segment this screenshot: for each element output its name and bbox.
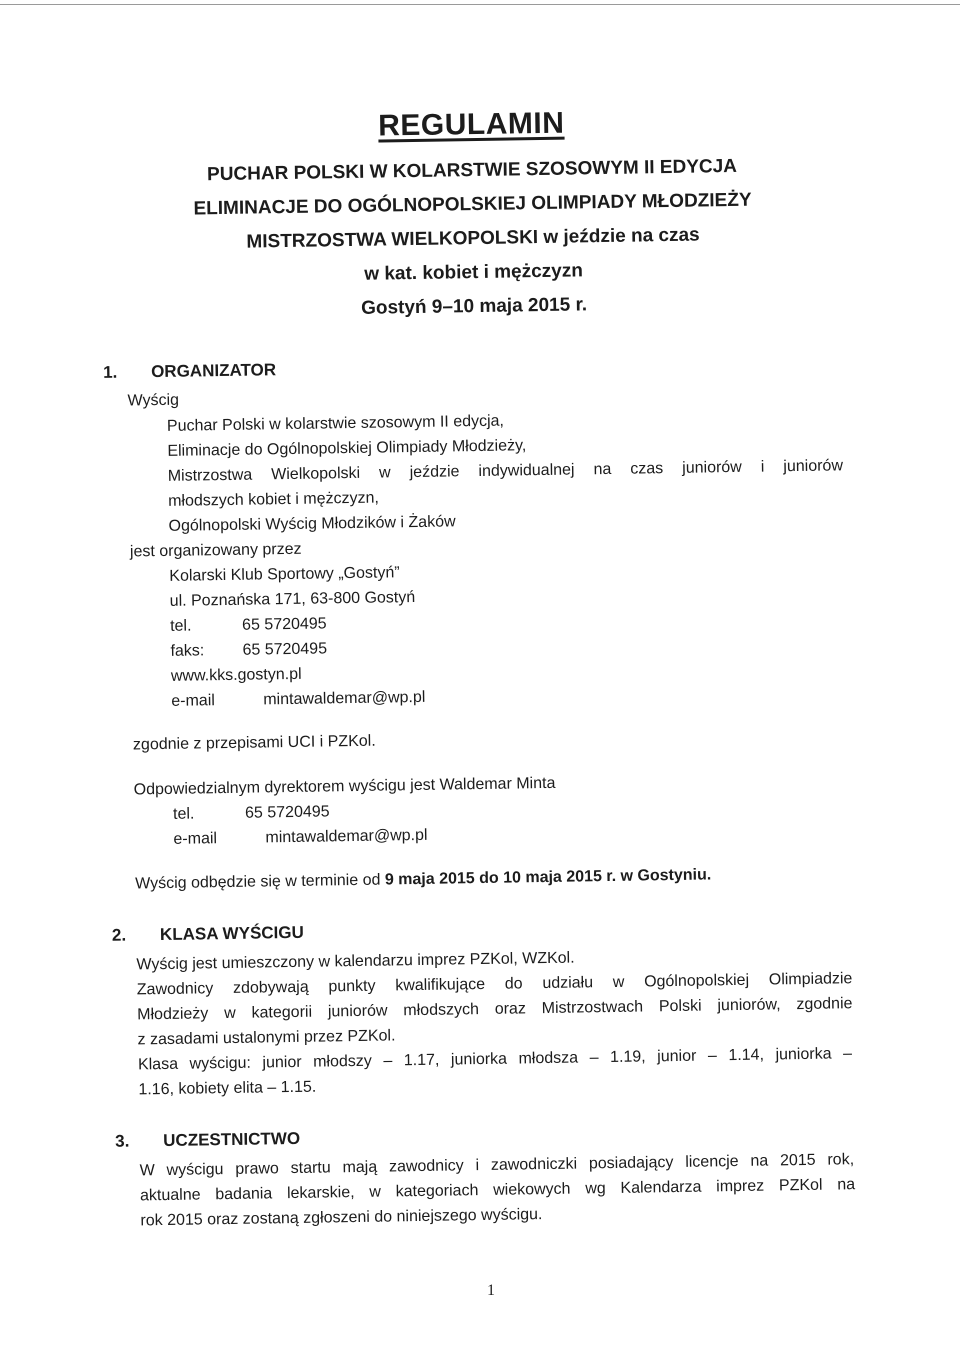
email-label: e-mail	[171, 692, 215, 710]
section-1-number: 1.	[102, 362, 118, 382]
participation-line-1: W wyścigu prawo startu mają zawodnicy i zawodniczki posiadający licencje na 2015 rok,	[139, 1151, 855, 1180]
subtitle-line-2: ELIMINACJE DO OGÓLNOPOLSKIEJ OLIMPIADY MŁODZIEŻY	[193, 189, 752, 220]
section-3-heading	[115, 1129, 300, 1152]
phone-label: tel.	[169, 617, 192, 635]
director-phone-value: 65 5720495	[244, 803, 330, 822]
class-line-5: Klasa wyścigu: junior młodszy – 1.17, juniorka młodsza – 1.19, junior – 1.14, juniorka –	[137, 1045, 853, 1074]
class-line-4: z zasadami ustalonymi przez PZKol.	[137, 1027, 396, 1049]
class-line-3: Młodzieży w kategorii juniorów młodszych oraz Mistrzostwach Polski juniorów, zgodnie	[137, 995, 853, 1024]
rules-note: zgodnie z przepisami UCI i PZKol.	[132, 732, 376, 754]
director-email-value: mintawaldemar@wp.pl	[265, 826, 428, 847]
race-date-line	[135, 866, 711, 893]
fax-value: 65 5720495	[242, 640, 328, 659]
section-2-heading	[112, 923, 304, 946]
race-line-5: Ogólnopolski Wyścig Młodzików i Żaków	[168, 513, 456, 535]
director-email-label: e-mail	[173, 830, 218, 848]
director-email	[173, 827, 427, 849]
section-1-title: ORGANIZATOR	[150, 360, 277, 382]
section-1-heading	[103, 360, 276, 383]
fax-label: faks:	[170, 642, 205, 660]
director-phone-label: tel.	[172, 805, 195, 823]
organizer-website: www.kks.gostyn.pl	[170, 665, 302, 685]
class-line-2: Zawodnicy zdobywają punkty kwalifikujące do udziału w Ogólnopolskiej Olimpiadzie	[136, 970, 853, 999]
section-3-number: 3.	[115, 1131, 130, 1151]
organizer-email	[171, 689, 425, 711]
section-3-title: UCZESTNICTWO	[163, 1128, 301, 1151]
race-line-4: młodszych kobiet i mężczyzn,	[168, 489, 379, 510]
race-date-prefix: Wyścig odbędzie się w terminie od	[135, 871, 381, 893]
document-title: REGULAMIN	[377, 106, 565, 143]
class-line-6: 1.16, kobiety elita – 1.15.	[138, 1078, 317, 1099]
participation-line-2: aktualne badania lekarskie, w kategoriach wiekowych wg Kalendarza imprez PZKol na	[139, 1176, 856, 1205]
class-line-1: Wyścig jest umieszczony w kalendarzu imprez PZKol, WZKol.	[136, 949, 575, 974]
organizer-name: Kolarski Klub Sportowy „Gostyń”	[169, 564, 400, 585]
race-line-3: Mistrzostwa Wielkopolski w jeździe indywidualnej na czas juniorów i juniorów	[167, 457, 844, 485]
director-phone	[173, 803, 330, 823]
race-line-2: Eliminacje do Ogólnopolskiej Olimpiady Młodzieży,	[167, 437, 527, 460]
phone-value: 65 5720495	[241, 615, 327, 634]
race-date-bold: 9 maja 2015 do 10 maja 2015 r. w Gostyniu.	[384, 866, 712, 889]
section-2-title: KLASA WYŚCIGU	[159, 922, 304, 945]
organizer-phone	[170, 615, 327, 635]
subtitle-line-1: PUCHAR POLSKI W KOLARSTWIE SZOSOWYM II EDYCJA	[206, 155, 738, 186]
subtitle-line-3: MISTRZOSTWA WIELKOPOLSKI w jeździe na czas	[246, 224, 700, 253]
section-2-number: 2.	[111, 925, 127, 945]
director-line: Odpowiedzialnym dyrektorem wyścigu jest Waldemar Minta	[133, 774, 556, 799]
participation-line-3: rok 2015 oraz zostaną zgłoszeni do niniejszego wyścigu.	[140, 1206, 543, 1230]
subtitle-line-4: w kat. kobiet i mężczyzn	[364, 260, 584, 285]
organized-by-text: jest organizowany przez	[129, 540, 302, 561]
subtitle-line-5: Gostyń 9–10 maja 2015 r.	[360, 294, 588, 319]
page-number: 1	[487, 1282, 495, 1299]
race-label: Wyścig	[127, 391, 180, 410]
organizer-address: ul. Poznańska 171, 63-800 Gostyń	[169, 589, 416, 610]
email-value: mintawaldemar@wp.pl	[263, 688, 426, 709]
organizer-fax	[170, 640, 327, 660]
race-line-1: Puchar Polski w kolarstwie szosowym II edycja,	[166, 412, 505, 435]
